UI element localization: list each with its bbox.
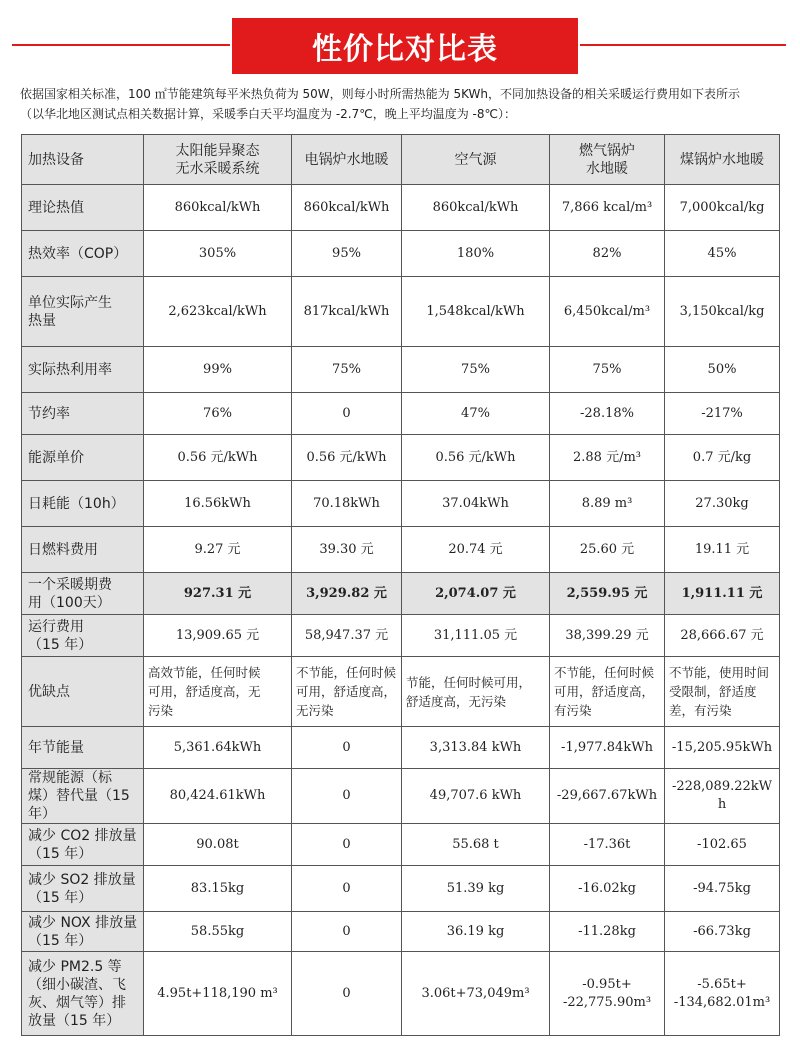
value-cell: 7,000kcal/kg bbox=[665, 185, 780, 231]
value-cell: -16.02kg bbox=[550, 866, 665, 912]
value-cell: 927.31 元 bbox=[144, 573, 292, 615]
value-cell: 2.88 元/m³ bbox=[550, 435, 665, 481]
value-cell: 82% bbox=[550, 231, 665, 277]
value-cell: 2,074.07 元 bbox=[402, 573, 550, 615]
value-cell: 0 bbox=[292, 727, 402, 769]
row-label-cell: 常规能源（标 煤）替代量（15 年） bbox=[22, 769, 144, 824]
value-cell: 0 bbox=[292, 393, 402, 435]
value-cell: 2,559.95 元 bbox=[550, 573, 665, 615]
value-cell: 95% bbox=[292, 231, 402, 277]
value-cell: 0.56 元/kWh bbox=[144, 435, 292, 481]
value-cell: 8.89 m³ bbox=[550, 481, 665, 527]
value-cell: 3.06t+73,049m³ bbox=[402, 952, 550, 1036]
row-label-cell: 节约率 bbox=[22, 393, 144, 435]
value-cell: 180% bbox=[402, 231, 550, 277]
value-cell: 7,866 kcal/m³ bbox=[550, 185, 665, 231]
value-cell: 5,361.64kWh bbox=[144, 727, 292, 769]
value-cell: 0 bbox=[292, 824, 402, 866]
value-cell: 80,424.61kWh bbox=[144, 769, 292, 824]
table-row bbox=[22, 727, 780, 769]
value-cell: 75% bbox=[550, 347, 665, 393]
value-cell: 76% bbox=[144, 393, 292, 435]
value-cell: 19.11 元 bbox=[665, 527, 780, 573]
header-cell: 空气源 bbox=[402, 135, 550, 185]
row-label-cell: 运行费用 （15 年） bbox=[22, 615, 144, 657]
value-cell: 1,911.11 元 bbox=[665, 573, 780, 615]
row-label-cell: 一个采暖期费 用（100天） bbox=[22, 573, 144, 615]
value-cell: 28,666.67 元 bbox=[665, 615, 780, 657]
value-cell: 817kcal/kWh bbox=[292, 277, 402, 347]
value-cell: 45% bbox=[665, 231, 780, 277]
table-row bbox=[22, 393, 780, 435]
value-cell: 83.15kg bbox=[144, 866, 292, 912]
value-cell: 6,450kcal/m³ bbox=[550, 277, 665, 347]
value-cell: 75% bbox=[292, 347, 402, 393]
row-label-cell: 理论热值 bbox=[22, 185, 144, 231]
value-cell: -15,205.95kWh bbox=[665, 727, 780, 769]
value-cell: 高效节能，任何时候 可用，舒适度高，无 污染 bbox=[144, 657, 292, 727]
header-label-cell: 加热设备 bbox=[22, 135, 144, 185]
table-row bbox=[22, 912, 780, 952]
table-row bbox=[22, 866, 780, 912]
value-cell: -1,977.84kWh bbox=[550, 727, 665, 769]
value-cell: 不节能，任何时候 可用，舒适度高， 有污染 bbox=[550, 657, 665, 727]
table-row bbox=[22, 185, 780, 231]
table-row bbox=[22, 615, 780, 657]
value-cell: -5.65t+ -134,682.01m³ bbox=[665, 952, 780, 1036]
value-cell: 27.30kg bbox=[665, 481, 780, 527]
row-label-cell: 减少 CO2 排放量 （15 年） bbox=[22, 824, 144, 866]
value-cell: 0 bbox=[292, 912, 402, 952]
value-cell: 49,707.6 kWh bbox=[402, 769, 550, 824]
value-cell: 25.60 元 bbox=[550, 527, 665, 573]
value-cell: -0.95t+ -22,775.90m³ bbox=[550, 952, 665, 1036]
intro-line-2: （以华北地区测试点相关数据计算，采暖季白天平均温度为 -2.7℃，晚上平均温度为 -8℃）： bbox=[20, 107, 516, 121]
row-label-cell: 日燃料费用 bbox=[22, 527, 144, 573]
table-row bbox=[22, 347, 780, 393]
table-row bbox=[22, 527, 780, 573]
value-cell: 0 bbox=[292, 769, 402, 824]
row-label-cell: 优缺点 bbox=[22, 657, 144, 727]
value-cell: 0 bbox=[292, 866, 402, 912]
comparison-table bbox=[21, 134, 780, 1036]
value-cell: 47% bbox=[402, 393, 550, 435]
value-cell: -217% bbox=[665, 393, 780, 435]
value-cell: 90.08t bbox=[144, 824, 292, 866]
row-label-cell: 热效率（COP） bbox=[22, 231, 144, 277]
value-cell: 3,313.84 kWh bbox=[402, 727, 550, 769]
table-row bbox=[22, 435, 780, 481]
table-header-row bbox=[22, 135, 780, 185]
intro-line-1: 依据国家相关标准，100 ㎡节能建筑每平米热负荷为 50W，则每小时所需热能为 5KWh，不同加热设备的相关采暖运行费用如下表所示 bbox=[20, 87, 741, 101]
value-cell: -228,089.22kW h bbox=[665, 769, 780, 824]
value-cell: -29,667.67kWh bbox=[550, 769, 665, 824]
header-cell: 燃气锅炉 水地暖 bbox=[550, 135, 665, 185]
row-label-cell: 减少 PM2.5 等 （细小碳渣、飞 灰、烟气等）排 放量（15 年） bbox=[22, 952, 144, 1036]
value-cell: 39.30 元 bbox=[292, 527, 402, 573]
table-row bbox=[22, 231, 780, 277]
value-cell: 3,929.82 元 bbox=[292, 573, 402, 615]
table-row bbox=[22, 952, 780, 1036]
value-cell: 3,150kcal/kg bbox=[665, 277, 780, 347]
value-cell: 0 bbox=[292, 952, 402, 1036]
value-cell: 58.55kg bbox=[144, 912, 292, 952]
header-cell: 电锅炉水地暖 bbox=[292, 135, 402, 185]
value-cell: 75% bbox=[402, 347, 550, 393]
row-label-cell: 单位实际产生 热量 bbox=[22, 277, 144, 347]
value-cell: 16.56kWh bbox=[144, 481, 292, 527]
row-label-cell: 能源单价 bbox=[22, 435, 144, 481]
intro-text bbox=[20, 84, 785, 124]
value-cell: 20.74 元 bbox=[402, 527, 550, 573]
value-cell: -17.36t bbox=[550, 824, 665, 866]
value-cell: 58,947.37 元 bbox=[292, 615, 402, 657]
value-cell: 305% bbox=[144, 231, 292, 277]
page-title: 性价比对比表 bbox=[232, 18, 578, 74]
value-cell: 55.68 t bbox=[402, 824, 550, 866]
value-cell: 0.7 元/kg bbox=[665, 435, 780, 481]
value-cell: 31,111.05 元 bbox=[402, 615, 550, 657]
value-cell: 51.39 kg bbox=[402, 866, 550, 912]
row-label-cell: 日耗能（10h） bbox=[22, 481, 144, 527]
value-cell: 4.95t+118,190 m³ bbox=[144, 952, 292, 1036]
title-rule-right bbox=[580, 44, 786, 46]
header-cell: 煤锅炉水地暖 bbox=[665, 135, 780, 185]
row-label-cell: 实际热利用率 bbox=[22, 347, 144, 393]
value-cell: 13,909.65 元 bbox=[144, 615, 292, 657]
value-cell: 37.04kWh bbox=[402, 481, 550, 527]
value-cell: 不节能，使用时间 受限制，舒适度 差，有污染 bbox=[665, 657, 780, 727]
value-cell: 1,548kcal/kWh bbox=[402, 277, 550, 347]
value-cell: -102.65 bbox=[665, 824, 780, 866]
table-row bbox=[22, 481, 780, 527]
value-cell: -11.28kg bbox=[550, 912, 665, 952]
value-cell: 38,399.29 元 bbox=[550, 615, 665, 657]
value-cell: -28.18% bbox=[550, 393, 665, 435]
value-cell: -94.75kg bbox=[665, 866, 780, 912]
value-cell: 节能，任何时候可用， 舒适度高，无污染 bbox=[402, 657, 550, 727]
row-label-cell: 减少 SO2 排放量 （15 年） bbox=[22, 866, 144, 912]
value-cell: 860kcal/kWh bbox=[292, 185, 402, 231]
table-row bbox=[22, 277, 780, 347]
value-cell: 0.56 元/kWh bbox=[402, 435, 550, 481]
row-label-cell: 减少 NOX 排放量 （15 年） bbox=[22, 912, 144, 952]
value-cell: 0.56 元/kWh bbox=[292, 435, 402, 481]
header-cell: 太阳能异聚态 无水采暖系统 bbox=[144, 135, 292, 185]
title-rule-left bbox=[12, 44, 230, 46]
value-cell: 860kcal/kWh bbox=[144, 185, 292, 231]
table-row bbox=[22, 657, 780, 727]
value-cell: 70.18kWh bbox=[292, 481, 402, 527]
value-cell: 860kcal/kWh bbox=[402, 185, 550, 231]
table-row bbox=[22, 769, 780, 824]
value-cell: 不节能，任何时候 可用，舒适度高， 无污染 bbox=[292, 657, 402, 727]
value-cell: 2,623kcal/kWh bbox=[144, 277, 292, 347]
page-header bbox=[0, 0, 800, 80]
table-row bbox=[22, 824, 780, 866]
value-cell: 9.27 元 bbox=[144, 527, 292, 573]
value-cell: 36.19 kg bbox=[402, 912, 550, 952]
value-cell: -66.73kg bbox=[665, 912, 780, 952]
table-row bbox=[22, 573, 780, 615]
value-cell: 50% bbox=[665, 347, 780, 393]
value-cell: 99% bbox=[144, 347, 292, 393]
row-label-cell: 年节能量 bbox=[22, 727, 144, 769]
